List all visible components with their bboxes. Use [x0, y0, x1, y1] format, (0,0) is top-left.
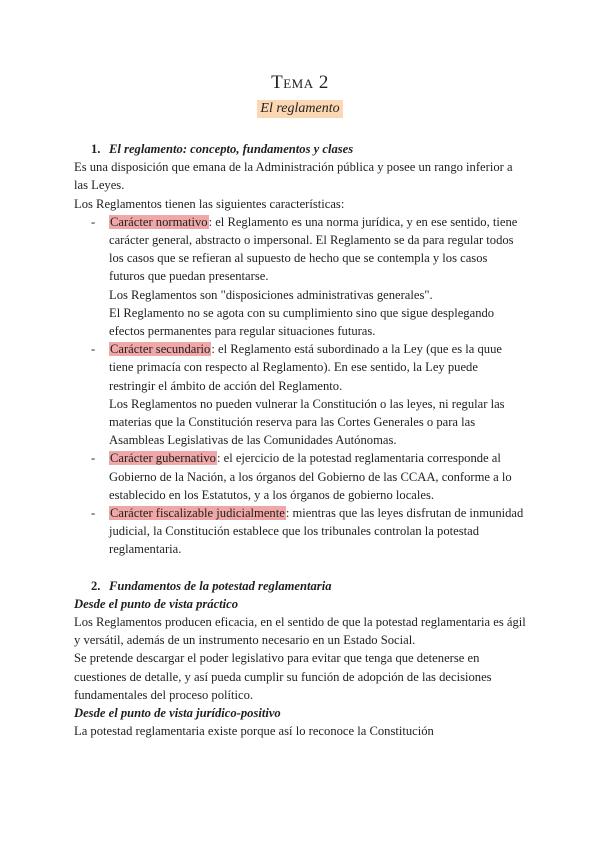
bullet-extra: Los Reglamentos no pueden vulnerar la Constitución o las leyes, ni regular las materias que la Constitución reserva para las Cortes Generales o para las Asambleas Legislativas de las Comunidades Autónomas.	[109, 396, 505, 448]
bullet-text: : el Reglamento es una norma jurídica, y en ese sentido, tiene carácter general, abstracto o impersonal. El Reglamento se da para regular todos los casos que se refieran al supuesto de hecho que se contempla y los casos futuros que puedan presentarse.	[109, 214, 518, 284]
section-1-intro-1: Es una disposición que emana de la Administración pública y posee un rango inferior a las Leyes.	[74, 160, 513, 193]
page-subtitle: El reglamento	[257, 100, 342, 118]
list-item	[74, 340, 526, 449]
section-1-heading	[74, 140, 526, 158]
characteristics-list	[74, 213, 526, 559]
dash-marker: -	[91, 214, 96, 229]
section-2-number: 2.	[91, 578, 101, 593]
spacer	[74, 559, 526, 577]
document-body	[74, 140, 526, 741]
dash-marker: -	[91, 451, 96, 466]
paragraph: Los Reglamentos producen eficacia, en el sentido de que la potestad reglamentaria es ágil y versátil, además de un instrumento necesario en un Estado Social.	[74, 615, 526, 648]
bullet-extra: El Reglamento no se agota con su cumplimiento sino que sigue desplegando efectos permanentes para regular situaciones futuras.	[109, 305, 495, 339]
paragraph: Se pretende descargar el poder legislativo para evitar que tenga que detenerse en cuestiones de detalle, y así pueda cumplir su función de adopción de las decisiones fundamentales del proceso político.	[74, 651, 492, 702]
list-item	[74, 449, 526, 504]
dash-marker: -	[91, 506, 96, 521]
bullet-text: : el Reglamento está subordinado a la Ley (que es la quue tiene primacía con respecto al Reglamento). En ese sentido, la Ley puede restringir el ámbito de acción del Reglamento.	[109, 342, 502, 393]
bullet-extra: Los Reglamentos son "disposiciones administrativas generales".	[109, 287, 433, 302]
bullet-text: : el ejercicio de la potestad reglamentaria corresponde al Gobierno de la Nación, a los órganos del Gobierno de las CCAA, conforme a lo establecido en los Estatutos, y a los órganos de gobierno locales.	[109, 451, 512, 502]
section-2-title: Fundamentos de la potestad reglamentaria	[109, 578, 332, 593]
list-item	[74, 213, 526, 340]
subheading-practical: Desde el punto de vista práctico	[74, 596, 239, 611]
paragraph: La potestad reglamentaria existe porque así lo reconoce la Constitución	[74, 724, 434, 739]
dash-marker: -	[91, 342, 96, 357]
section-2-heading	[74, 577, 526, 595]
subheading-legal: Desde el punto de vista jurídico-positivo	[74, 706, 281, 721]
list-item	[74, 504, 526, 559]
highlighted-label: Carácter gubernativo	[110, 451, 216, 466]
section-1-number: 1.	[91, 142, 101, 156]
bullet-text: : mientras que las leyes disfrutan de inmunidad judicial, la Constitución establece que los tribunales controlan la potestad reglamentaria.	[109, 506, 524, 557]
subtitle-container	[0, 97, 600, 118]
highlighted-label: Carácter normativo	[110, 214, 208, 229]
page-title: Tema 2	[271, 72, 329, 93]
highlighted-label: Carácter fiscalizable judicialmente	[110, 506, 285, 521]
section-1-intro-2: Los Reglamentos tienen las siguientes características:	[74, 196, 345, 211]
section-1-title: El reglamento: concepto, fundamentos y clases	[109, 142, 354, 156]
highlighted-label: Carácter secundario	[110, 342, 211, 357]
